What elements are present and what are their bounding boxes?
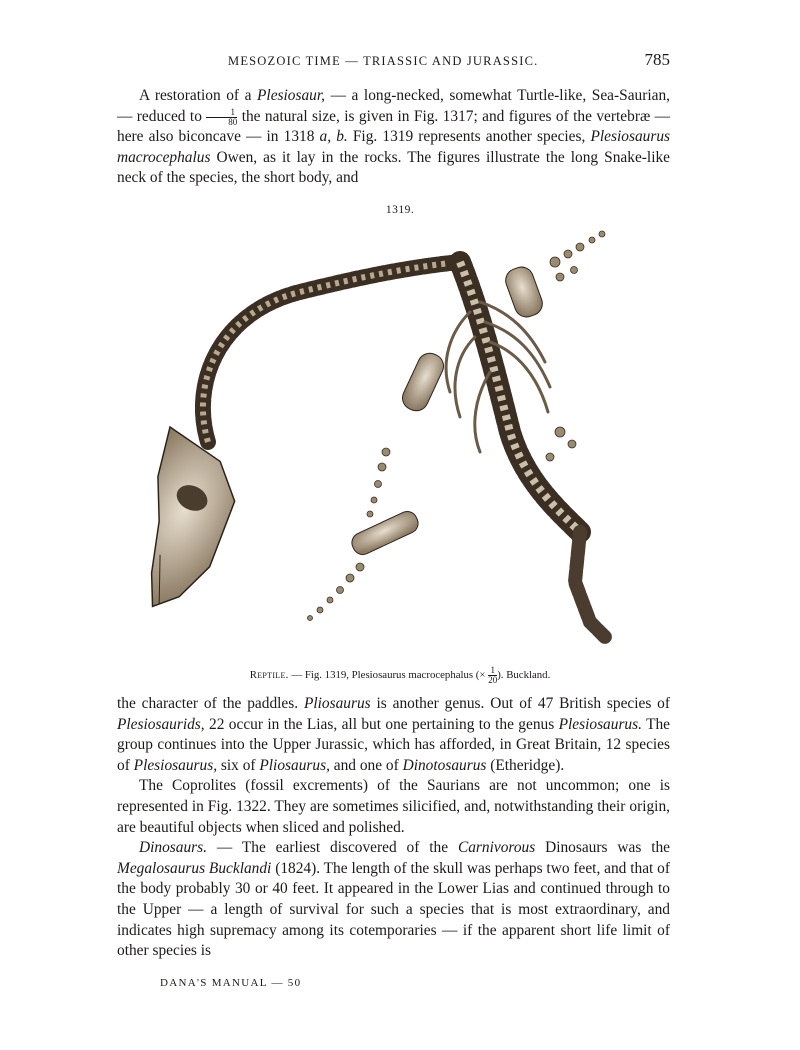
text-run: the character of the paddles. xyxy=(117,695,304,712)
italic-run: Plesiosaurus, xyxy=(133,756,218,774)
caption-fraction xyxy=(488,666,497,685)
text-run: the natural size, is given in Fig. 1317; and figures of the vertebræ — here also biconcave — in 1318 xyxy=(117,107,671,146)
italic-run: Megalosaurus Bucklandi xyxy=(117,859,272,877)
text-run: (Etheridge). xyxy=(486,756,565,774)
italic-run: Dinosaurs. xyxy=(139,839,207,857)
text-run: — a long-necked, somewhat Turtle-like, Sea-Saurian, — reduced to xyxy=(117,87,671,125)
figure-number: 1319. xyxy=(385,204,415,216)
italic-run: Plesiosaurus macrocephalus xyxy=(117,128,671,166)
fraction-denominator: 80 xyxy=(228,116,238,127)
front-paddle xyxy=(349,264,546,558)
caption-label: Reptile. xyxy=(249,668,289,681)
text-run: is another genus. Out of 47 British species of xyxy=(370,695,670,712)
paragraph-coprolites: The Coprolites (fossil excrements) of the Saurians are not uncommon; one is represented in Fig. 1322. They are sometimes silicified, and, notwithstanding their origin, are beautiful objects when sliced and polished. xyxy=(117,777,670,836)
fraction xyxy=(206,108,237,127)
running-head xyxy=(118,50,670,74)
bottom-text-block xyxy=(117,694,670,962)
text-run: 22 occur in the Lias, all but one pertaining to the genus xyxy=(204,715,559,733)
italic-run: Plesiosaur, xyxy=(257,87,325,104)
text-run: The group continues into the Upper Jurassic, which has afforded, in Great Britain, 12 species of xyxy=(117,715,670,774)
fraction-numerator: 1 xyxy=(488,666,497,676)
fraction-denominator: 20 xyxy=(488,675,498,685)
italic-run: Plesiosaurids, xyxy=(117,715,205,733)
neck-vertebrae xyxy=(203,262,460,442)
page-number: 785 xyxy=(644,50,670,69)
paragraph-dinosaurs xyxy=(117,838,670,962)
tail xyxy=(575,532,605,637)
italic-run: Plesiosaurus. xyxy=(558,715,642,733)
italic-run: Pliosaurus xyxy=(303,695,371,712)
text-run: (1824). The length of the skull was perhaps two feet, and that of the body probably 30 or 40 feet. It appeared in the Lower Lias and continued through to the Upper — a length of survival for such a species that is most extraordinary, and indicates high supremacy among its cotemporaries — if the apparent short life limit of other species is xyxy=(117,859,670,960)
text-run: Owen, as it lay in the rocks. The figures illustrate the long Snake-like neck of the species, the short body, and xyxy=(117,148,670,187)
running-title: MESOZOIC TIME — TRIASSIC AND JURASSIC. xyxy=(228,54,539,68)
italic-run: Dinotosaurus xyxy=(402,756,487,774)
skull xyxy=(150,427,256,621)
caption-text-end: ). Buckland. xyxy=(497,668,551,681)
fraction-numerator: 1 xyxy=(206,108,237,118)
text-run: six of xyxy=(217,756,260,774)
top-paragraph-block xyxy=(117,86,670,189)
text-run: Fig. 1319 represents another species, xyxy=(347,128,591,146)
paddle-phalanges xyxy=(308,231,606,621)
text-run: — The earliest discovered of the xyxy=(207,839,458,857)
text-run: Dinosaurs was the xyxy=(535,839,670,857)
italic-run: a, b. xyxy=(319,128,348,146)
italic-run: Carnivorous xyxy=(457,839,536,857)
paragraph-paddles xyxy=(117,694,670,776)
caption-text: — Fig. 1319, Plesiosaurus macrocephalus (× xyxy=(288,668,489,681)
text-run: and one of xyxy=(329,756,403,774)
paragraph-plesiosaur-intro xyxy=(117,86,670,189)
plesiosaurus-skeleton-illustration xyxy=(150,222,630,652)
signature-line: DANA'S MANUAL — 50 xyxy=(160,977,302,989)
text-run: A restoration of a xyxy=(139,87,258,104)
italic-run: Pliosaurus, xyxy=(259,756,330,774)
figure-caption xyxy=(0,666,800,685)
